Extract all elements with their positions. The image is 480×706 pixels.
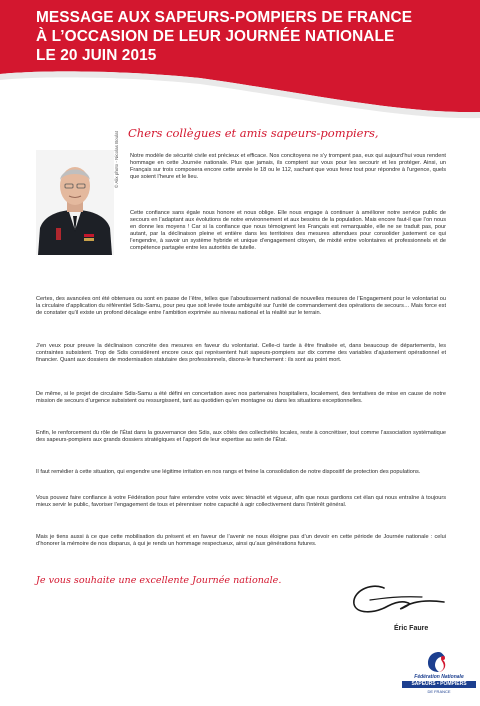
logo-line-3: DE FRANCE [427,689,451,694]
paragraph-6: Enfin, le renforcement du rôle de l’État dans la gouvernance des Sdis, aux côtés des collectivités locales, reste à concrétiser, tout comme l’association systématique des sapeurs-pompiers aux grands dossiers stratégiques et l’apport de leur expertise au sein de l’État. [36,430,446,444]
page-title-line-3: LE 20 JUIN 2015 [36,47,157,64]
logo-line-1: Fédération Nationale [414,674,464,680]
photo-credit: © Alix photo - Nicolas Boulat [114,131,119,188]
page-title-line-1: MESSAGE AUX SAPEURS-POMPIERS DE FRANCE [36,9,413,26]
paragraph-2-intro: Cette confiance sans égale nous honore et nous oblige. Elle nous engage à continuer à améliorer notre service public de secours en l’adaptant aux évolutions de notre environnement et aux besoins de la population. Mais encore faut-il que l’on nous en donne les moyens ! Car si la confiance que nous témoignent les Français est remarquable, elle ne se traduit pas, pour autant, par la déclinaison pleine et entière dans les territoires des mesures attendues pour consolider justement ce qui l’engendre, à savoir un système hybride et unique d’engagement citoyen, de mixité entre volontaires et professionnels et de compétence partagée entre les autorités de tutelle. [130,210,446,252]
paragraph-5: De même, si le projet de circulaire Sdis-Samu a été défini en concertation avec nos partenaires hospitaliers, localement, des tentatives de mise en cause de notre mission de secours d’urgence subsistent ou ressurgissent, tant au quotidien qu’en montagne ou dans les situations exceptionnelles. [36,391,446,405]
paragraph-9: Mais je tiens aussi à ce que cette mobilisation du présent et en faveur de l’avenir ne nous éloigne pas d’un devoir en cette période de Journée nationale : celui d’honorer la mémoire de nos disparus, à qui je rends un hommage respectueux, ainsi qu’aux générations futures. [36,534,446,548]
portrait-photo [36,150,114,255]
logo-line-2: SAPEURS • POMPIERS [402,681,476,688]
paragraph-3: Certes, des avancées ont été obtenues ou sont en passe de l’être, telles que l’aboutissement national de nouvelles mesures de l’Engagement pour le volontariat ou la circulaire d’application du référentiel Sdis-Samu, pour peu que soit levée toute ambiguïté sur l’unité de commandement des opérations de secours… Mais force est de constater qu’il existe un profond décalage entre l’ambition exprimée au niveau national et la réalité sur le terrain. [36,296,446,317]
signature-icon [344,578,448,627]
signer-name: Éric Faure [394,625,429,632]
page-title-line-2: À L’OCCASION DE LEUR JOURNÉE NATIONALE [36,28,395,45]
paragraph-1: Notre modèle de sécurité civile est précieux et efficace. Nos concitoyens ne s’y trompent pas, eux qui aujourd’hui vous rendent hommage en cette Journée nationale. Plus que jamais, ils comptent sur vous pour les secourir et les protéger. Ainsi, un Français sur trois composera encore cette année le 18 ou le 112, sachant que vous ferez tout pour répondre à l’urgence, quels que soient l’heure et le lieu. [130,153,446,181]
closing-wish: Je vous souhaite une excellente Journée nationale. [36,575,282,586]
letter-greeting: Chers collègues et amis sapeurs-pompiers, [128,126,379,140]
header-banner [0,0,480,128]
paragraph-7: Il faut remédier à cette situation, qui engendre une légitime irritation en nos rangs et freine la consolidation de notre dispositif de protection des populations. [36,469,421,475]
paragraph-4: J’en veux pour preuve la déclinaison concrète des mesures en faveur du volontariat. Celle-ci tarde à être finalisée et, dans beaucoup de départements, les contraintes subsistent. Trop de Sdis considèrent encore ceux qui représentent huit sapeurs-pompiers sur dix comme des variables d’ajustement opérationnel et financier. Quant aux dossiers de modernisation statutaire des professionnels, disons-le franchement : ils sont au point mort. [36,343,446,364]
paragraph-8: Vous pouvez faire confiance à votre Fédération pour faire entendre votre voix avec ténacité et vigueur, afin que nous gardions cet élan qui nous entraîne à toujours mieux servir le public, favoriser l’engagement de tous et pérenniser notre capacité à agir collectivement dans l’intérêt général. [36,495,446,509]
